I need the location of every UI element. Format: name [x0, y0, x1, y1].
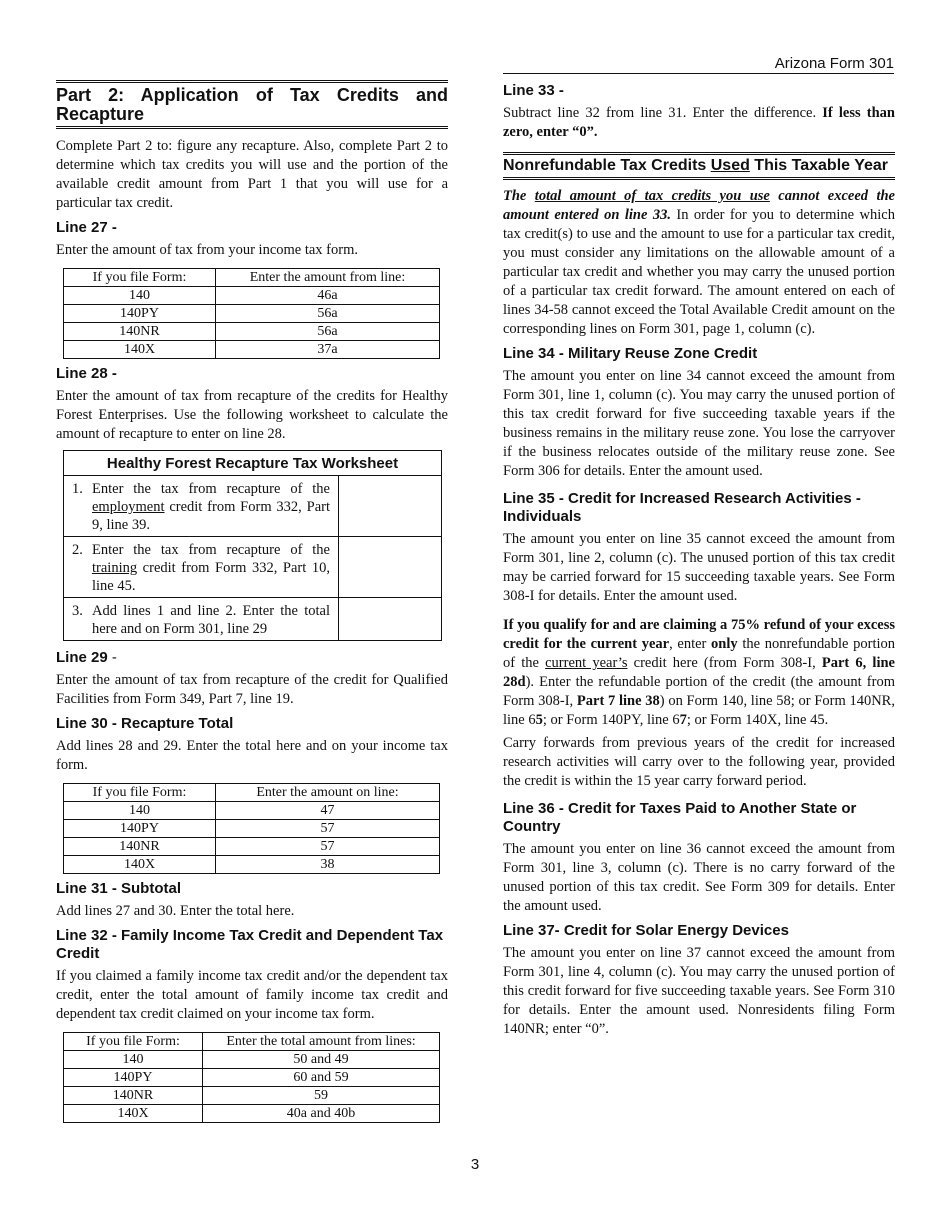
line36-heading: Line 36 - Credit for Taxes Paid to Another State or Country — [503, 800, 857, 835]
line35-text: The amount you enter on line 35 cannot exceed the amount from Form 301, line 2, column (c). The unused portion of this tax credit may be carried forward for 15 succeeding taxable years. See Form 308-I for details. Enter the amount used. — [503, 531, 895, 604]
table-row — [64, 1105, 440, 1123]
line31-heading: Line 31 - Subtotal — [56, 880, 182, 897]
line35-refund-text: If you qualify for and are claiming a 75% refund of your excess credit for the current year, enter only the nonrefundable portion of the current year’s credit here (from Form 308-I, Part 6, line 28d). Enter the refundable portion of the credit (the amount from Form 308-I, Part 7 line 38) on Form 140, line 58; or Form 140NR, line 65; or Form 140PY, line 67; or Form 140X, line 45. — [503, 617, 896, 728]
table-cell: 140X — [64, 341, 216, 359]
line33-heading: Line 33 - — [503, 82, 564, 99]
right-column — [503, 82, 895, 1043]
table-row — [64, 1051, 440, 1069]
table-header-cell: Enter the amount on line: — [216, 784, 440, 802]
line35-carryforward-text: Carry forwards from previous years of the credit for increased research activities will carry over to the following year, provided the credit is within the 15 year carry forward period. — [503, 735, 895, 789]
table-header-cell: If you file Form: — [64, 269, 216, 287]
table-cell: 140X — [64, 1105, 203, 1123]
table-cell: 37a — [216, 341, 440, 359]
worksheet-row-text: Enter the tax from recapture of the employment credit from Form 332, Part 9, line 39. — [92, 481, 330, 533]
table-cell: 140 — [64, 802, 216, 820]
table-header-row — [64, 269, 440, 287]
table-header-cell: If you file Form: — [64, 1033, 203, 1051]
line29-heading: Line 29 - — [56, 649, 117, 666]
table-row — [64, 323, 440, 341]
worksheet-row-text: Add lines 1 and line 2. Enter the total here and on Form 301, line 29 — [92, 603, 330, 637]
line28-text: Enter the amount of tax from recapture of the credits for Healthy Forest Enterprises. Use the following worksheet to calculate the amount of recapture to enter on line 28. — [56, 388, 448, 442]
table-row — [64, 856, 440, 874]
table-row — [64, 341, 440, 359]
table-cell: 140PY — [64, 305, 216, 323]
line36-text: The amount you enter on line 36 cannot exceed the amount from Form 301, line 3, column (c). There is no carry forward of the unused portion of this tax credit. See Form 309 for details. Enter the amount used. — [503, 841, 895, 914]
table-row — [64, 838, 440, 856]
header-rule — [503, 73, 894, 74]
nonrefundable-heading: Nonrefundable Tax Credits Used This Taxable Year — [503, 152, 895, 180]
part2-intro: Complete Part 2 to: figure any recapture. Also, complete Part 2 to determine which tax credits you will use and the portion of the available credit amount from Part 1 that you will use for a particular tax credit. — [56, 138, 448, 211]
worksheet-row — [64, 537, 441, 598]
worksheet-row — [64, 476, 441, 537]
line29-text: Enter the amount of tax from recapture of the credit for Qualified Facilities from Form 349, Part 7, line 19. — [56, 672, 448, 707]
table-header-row — [64, 784, 440, 802]
line33-text: Subtract line 32 from line 31. Enter the difference. If less than zero, enter “0”. — [503, 105, 895, 140]
table-header-cell: Enter the amount from line: — [216, 269, 440, 287]
worksheet-row-number: 3. — [72, 603, 83, 619]
left-column — [56, 80, 448, 1129]
table-cell: 56a — [216, 323, 440, 341]
table-row — [64, 305, 440, 323]
table-cell: 140 — [64, 1051, 203, 1069]
line32-text: If you claimed a family income tax credit and/or the dependent tax credit, enter the total amount of family income tax credit and dependent tax credit claimed on your income tax form. — [56, 968, 448, 1022]
table-header-row — [64, 1033, 440, 1051]
line30-heading: Line 30 - Recapture Total — [56, 715, 234, 732]
table-cell: 140PY — [64, 820, 216, 838]
table-cell: 50 and 49 — [203, 1051, 440, 1069]
worksheet-row-text: Enter the tax from recapture of the training credit from Form 332, Part 10, line 45. — [92, 542, 330, 594]
table-header-cell: If you file Form: — [64, 784, 216, 802]
table-cell: 38 — [216, 856, 440, 874]
table-row — [64, 820, 440, 838]
line28-heading: Line 28 - — [56, 365, 117, 382]
table-cell: 140X — [64, 856, 216, 874]
worksheet-row-number: 2. — [72, 542, 83, 558]
line35-heading: Line 35 - Credit for Increased Research Activities - Individuals — [503, 490, 861, 525]
line34-heading: Line 34 - Military Reuse Zone Credit — [503, 345, 758, 362]
table-row — [64, 802, 440, 820]
table-cell: 140NR — [64, 323, 216, 341]
page-number: 3 — [470, 1156, 480, 1173]
worksheet-title: Healthy Forest Recapture Tax Worksheet — [64, 451, 441, 476]
table-row — [64, 287, 440, 305]
table-header-cell: Enter the total amount from lines: — [203, 1033, 440, 1051]
line27-text: Enter the amount of tax from your income tax form. — [56, 242, 358, 258]
line30-table — [63, 783, 440, 874]
nonrefundable-text: The total amount of tax credits you use cannot exceed the amount entered on line 33. In order for you to determine which tax credit(s) to use and the amount to use for a particular tax credit, you must consider any limitations on the allowable amount of a particular tax credit and whether you may carry the unused portion of a particular tax credit forward. The amount entered on each of lines 34-58 cannot exceed the Total Available Credit amount on the corresponding lines on Form 301, page 1, column (c). — [503, 188, 895, 337]
table-row — [64, 1087, 440, 1105]
table-cell: 46a — [216, 287, 440, 305]
worksheet-amount-cell[interactable] — [339, 537, 441, 597]
line32-heading: Line 32 - Family Income Tax Credit and Dependent Tax Credit — [56, 927, 444, 962]
line27-heading: Line 27 - — [56, 219, 117, 236]
line37-text: The amount you enter on line 37 cannot exceed the amount from Form 301, line 4, column (c). You may carry the unused portion of this credit forward for five succeeding taxable years. See Form 310 for details. Enter the amount used. Nonresidents filing Form 140NR; enter “0”. — [503, 945, 895, 1037]
part2-heading: Part 2: Application of Tax Credits and Recapture — [56, 80, 448, 129]
worksheet-row — [64, 598, 441, 640]
line27-table — [63, 268, 440, 359]
table-cell: 59 — [203, 1087, 440, 1105]
table-cell: 140NR — [64, 1087, 203, 1105]
line31-text: Add lines 27 and 30. Enter the total here. — [56, 903, 295, 919]
line32-table — [63, 1032, 440, 1123]
table-cell: 140PY — [64, 1069, 203, 1087]
table-cell: 57 — [216, 838, 440, 856]
form-title: Arizona Form 301 — [774, 55, 894, 72]
table-cell: 56a — [216, 305, 440, 323]
line37-heading: Line 37- Credit for Solar Energy Devices — [503, 922, 789, 939]
table-cell: 57 — [216, 820, 440, 838]
table-cell: 140 — [64, 287, 216, 305]
table-row — [64, 1069, 440, 1087]
worksheet-row-number: 1. — [72, 481, 83, 497]
worksheet-amount-cell[interactable] — [339, 476, 441, 536]
table-cell: 60 and 59 — [203, 1069, 440, 1087]
worksheet-amount-cell[interactable] — [339, 598, 441, 640]
healthy-forest-worksheet — [63, 450, 442, 641]
line30-text: Add lines 28 and 29. Enter the total here and on your income tax form. — [56, 738, 448, 773]
line34-text: The amount you enter on line 34 cannot exceed the amount from Form 301, line 1, column (c). You may carry the unused portion of this tax credit forward for five succeeding taxable years if the business remains in the military reuse zone. You lose the carryover if the business relocates outside of the military reuse zone. See Form 306 for details. Enter the amount used. — [503, 368, 895, 479]
table-cell: 40a and 40b — [203, 1105, 440, 1123]
table-cell: 47 — [216, 802, 440, 820]
table-cell: 140NR — [64, 838, 216, 856]
